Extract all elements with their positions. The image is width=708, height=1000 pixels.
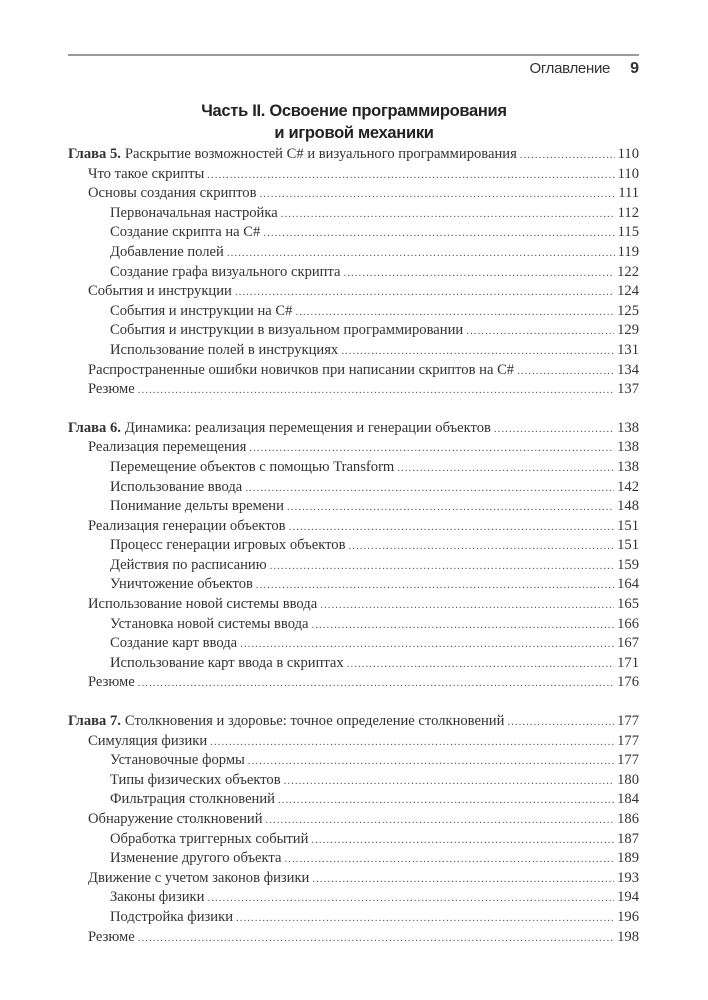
part-title — [0, 100, 708, 144]
page-ref: 148 — [617, 498, 639, 515]
page-ref: 122 — [617, 263, 639, 280]
toc-subsection-entry[interactable] — [68, 772, 639, 792]
page-ref: 187 — [617, 830, 639, 847]
toc-section-entry[interactable] — [68, 362, 639, 382]
dot-leader — [245, 482, 614, 494]
toc-subsection-entry[interactable] — [68, 909, 639, 929]
entry-title: Распространенные ошибки новичков при написании скриптов на C# — [88, 361, 515, 378]
dot-leader — [289, 521, 615, 533]
page-ref: 124 — [617, 283, 639, 300]
dot-leader — [347, 658, 614, 670]
toc-subsection-entry[interactable] — [68, 244, 639, 264]
entry-title: Понимание дельты времени — [110, 498, 284, 515]
page-number: 9 — [630, 60, 639, 77]
toc-section-entry[interactable] — [68, 518, 639, 538]
toc-subsection-entry[interactable] — [68, 224, 639, 244]
toc-subsection-entry[interactable] — [68, 498, 639, 518]
entry-title: Использование новой системы ввода — [88, 596, 318, 613]
dot-leader — [138, 677, 614, 689]
page-ref: 184 — [617, 791, 639, 808]
toc-section-entry[interactable] — [68, 439, 639, 459]
toc-subsection-entry[interactable] — [68, 616, 639, 636]
dot-leader — [287, 501, 614, 513]
page-ref: 112 — [617, 204, 639, 221]
page-ref: 119 — [617, 243, 639, 260]
toc-subsection-entry[interactable] — [68, 537, 639, 557]
toc-section-entry[interactable] — [68, 929, 639, 949]
toc-section-entry[interactable] — [68, 596, 639, 616]
toc-subsection-entry[interactable] — [68, 322, 639, 342]
toc-subsection-entry[interactable] — [68, 752, 639, 772]
toc-subsection-entry[interactable] — [68, 791, 639, 811]
page-ref: 138 — [617, 458, 639, 475]
page-ref: 196 — [617, 908, 639, 925]
page-ref: 171 — [617, 654, 639, 671]
toc-chapter-entry[interactable] — [68, 713, 639, 733]
dot-leader — [278, 794, 614, 806]
chapter-label: Глава 6. — [68, 419, 121, 436]
page-ref: 115 — [617, 224, 639, 241]
dot-leader — [348, 540, 614, 552]
page-ref: 166 — [617, 615, 639, 632]
page-ref: 177 — [617, 732, 639, 749]
page-ref: 137 — [617, 381, 639, 398]
page-ref: 110 — [617, 165, 639, 182]
dot-leader — [312, 619, 615, 631]
toc-subsection-entry[interactable] — [68, 889, 639, 909]
toc-section-entry[interactable] — [68, 283, 639, 303]
dot-leader — [138, 932, 614, 944]
page-ref: 194 — [617, 889, 639, 906]
running-header — [529, 60, 639, 78]
dot-leader — [249, 442, 614, 454]
toc-chapter-entry[interactable] — [68, 420, 639, 440]
dot-leader — [263, 227, 614, 239]
dot-leader — [284, 775, 614, 787]
entry-title: События и инструкции в визуальном программировании — [110, 322, 464, 339]
entry-title: Использование полей в инструкциях — [110, 341, 339, 358]
entry-title: Установочные формы — [110, 752, 245, 769]
page-ref: 189 — [617, 850, 639, 867]
page-ref: 180 — [617, 771, 639, 788]
page-ref: 129 — [617, 322, 639, 339]
page-ref: 110 — [617, 146, 639, 162]
dot-leader — [397, 462, 614, 474]
chapter-title: Раскрытие возможностей C# и визуального программирования — [124, 146, 517, 162]
part-title-line-1: Часть II. Освоение программирования — [201, 102, 507, 120]
page-ref: 138 — [617, 439, 639, 456]
toc-subsection-entry[interactable] — [68, 303, 639, 323]
dot-leader — [295, 306, 614, 318]
dot-leader — [341, 345, 614, 357]
entry-title: Законы физики — [110, 889, 205, 906]
page-ref: 151 — [617, 537, 639, 554]
entry-title: Типы физических объектов — [110, 771, 281, 788]
dot-leader — [281, 208, 615, 220]
page-ref: 177 — [617, 752, 639, 769]
entry-title: Использование карт ввода в скриптах — [110, 654, 344, 671]
toc-section-entry[interactable] — [68, 166, 639, 186]
dot-leader — [494, 423, 614, 435]
chapter-title: Столкновения и здоровье: точное определение столкновений — [124, 713, 505, 730]
toc-subsection-entry[interactable] — [68, 459, 639, 479]
entry-title: Реализация перемещения — [88, 439, 247, 456]
entry-title: Подстройка физики — [110, 908, 234, 925]
header-rule — [68, 54, 639, 56]
entry-title: Уничтожение объектов — [110, 576, 253, 593]
dot-leader — [270, 560, 614, 572]
dot-leader — [507, 716, 614, 728]
dot-leader — [240, 638, 614, 650]
dot-leader — [520, 149, 615, 161]
dot-leader — [284, 853, 614, 865]
toc-subsection-entry[interactable] — [68, 576, 639, 596]
entry-title: Резюме — [88, 381, 135, 398]
entry-title: Первоначальная настройка — [110, 204, 278, 221]
chapter-gap — [68, 401, 639, 420]
dot-leader — [466, 325, 614, 337]
page-ref: 134 — [617, 361, 639, 378]
entry-title: Создание скрипта на C# — [110, 224, 261, 241]
entry-title: Реализация генерации объектов — [88, 517, 286, 534]
entry-title: Основы создания скриптов — [88, 185, 257, 202]
chapter-gap — [68, 694, 639, 713]
page-ref: 111 — [618, 185, 639, 202]
toc-subsection-entry[interactable] — [68, 264, 639, 284]
entry-title: Симуляция физики — [88, 732, 208, 749]
dot-leader — [235, 286, 614, 298]
entry-title: Движение с учетом законов физики — [88, 869, 310, 886]
chapter-label: Глава 7. — [68, 713, 121, 730]
toc-chapter-entry[interactable] — [68, 146, 639, 166]
entry-title: Установка новой системы ввода — [110, 615, 309, 632]
toc-subsection-entry[interactable] — [68, 557, 639, 577]
page-ref: 165 — [617, 596, 639, 613]
entry-title: Резюме — [88, 674, 135, 691]
dot-leader — [320, 599, 614, 611]
dot-leader — [138, 384, 614, 396]
dot-leader — [266, 814, 615, 826]
toc-subsection-entry[interactable] — [68, 850, 639, 870]
page-ref: 131 — [617, 341, 639, 358]
dot-leader — [259, 188, 615, 200]
entry-title: Действия по расписанию — [110, 556, 267, 573]
page-ref: 138 — [617, 419, 639, 436]
dot-leader — [256, 579, 614, 591]
toc-section-entry[interactable] — [68, 381, 639, 401]
chapter-label: Глава 5. — [68, 146, 121, 162]
entry-title: Обнаружение столкновений — [88, 811, 263, 827]
entry-title: Использование ввода — [110, 478, 243, 495]
page-ref: 198 — [617, 928, 639, 945]
toc-subsection-entry[interactable] — [68, 479, 639, 499]
page-ref: 159 — [617, 556, 639, 573]
table-of-contents — [68, 146, 639, 948]
page-ref: 125 — [617, 302, 639, 319]
page-ref: 142 — [617, 478, 639, 495]
toc-subsection-entry[interactable] — [68, 635, 639, 655]
dot-leader — [210, 736, 614, 748]
entry-title: Обработка триггерных событий — [110, 830, 309, 847]
page-ref: 151 — [617, 517, 639, 534]
entry-title: Изменение другого объекта — [110, 850, 282, 867]
entry-title: Резюме — [88, 928, 135, 945]
toc-section-entry[interactable] — [68, 674, 639, 694]
entry-title: События и инструкции — [88, 283, 232, 300]
toc-section-entry[interactable] — [68, 185, 639, 205]
page-ref: 177 — [617, 713, 639, 730]
dot-leader — [517, 365, 614, 377]
toc-section-entry[interactable] — [68, 811, 639, 831]
dot-leader — [248, 755, 614, 767]
entry-title: События и инструкции на C# — [110, 302, 293, 319]
part-title-line-2: и игровой механики — [274, 124, 434, 142]
page-ref: 186 — [617, 811, 639, 827]
page-ref: 176 — [617, 674, 639, 691]
entry-title: Создание графа визуального скрипта — [110, 263, 341, 280]
chapter-title: Динамика: реализация перемещения и генерации объектов — [124, 419, 491, 436]
entry-title: Процесс генерации игровых объектов — [110, 537, 346, 554]
dot-leader — [344, 267, 615, 279]
page-ref: 164 — [617, 576, 639, 593]
dot-leader — [207, 169, 614, 181]
entry-title: Что такое скрипты — [88, 165, 205, 182]
entry-title: Добавление полей — [110, 243, 224, 260]
toc-section-entry[interactable] — [68, 733, 639, 753]
dot-leader — [207, 892, 614, 904]
dot-leader — [312, 873, 614, 885]
toc-section-entry[interactable] — [68, 870, 639, 890]
toc-subsection-entry[interactable] — [68, 342, 639, 362]
dot-leader — [236, 912, 614, 924]
page-ref: 167 — [617, 635, 639, 652]
dot-leader — [227, 247, 615, 259]
entry-title: Перемещение объектов с помощью Transform — [110, 458, 395, 475]
page-ref: 193 — [617, 869, 639, 886]
toc-subsection-entry[interactable] — [68, 655, 639, 675]
running-header-title: Оглавление — [529, 60, 611, 77]
entry-title: Фильтрация столкновений — [110, 791, 275, 808]
dot-leader — [311, 834, 614, 846]
toc-subsection-entry[interactable] — [68, 205, 639, 225]
entry-title: Создание карт ввода — [110, 635, 238, 652]
toc-subsection-entry[interactable] — [68, 831, 639, 851]
